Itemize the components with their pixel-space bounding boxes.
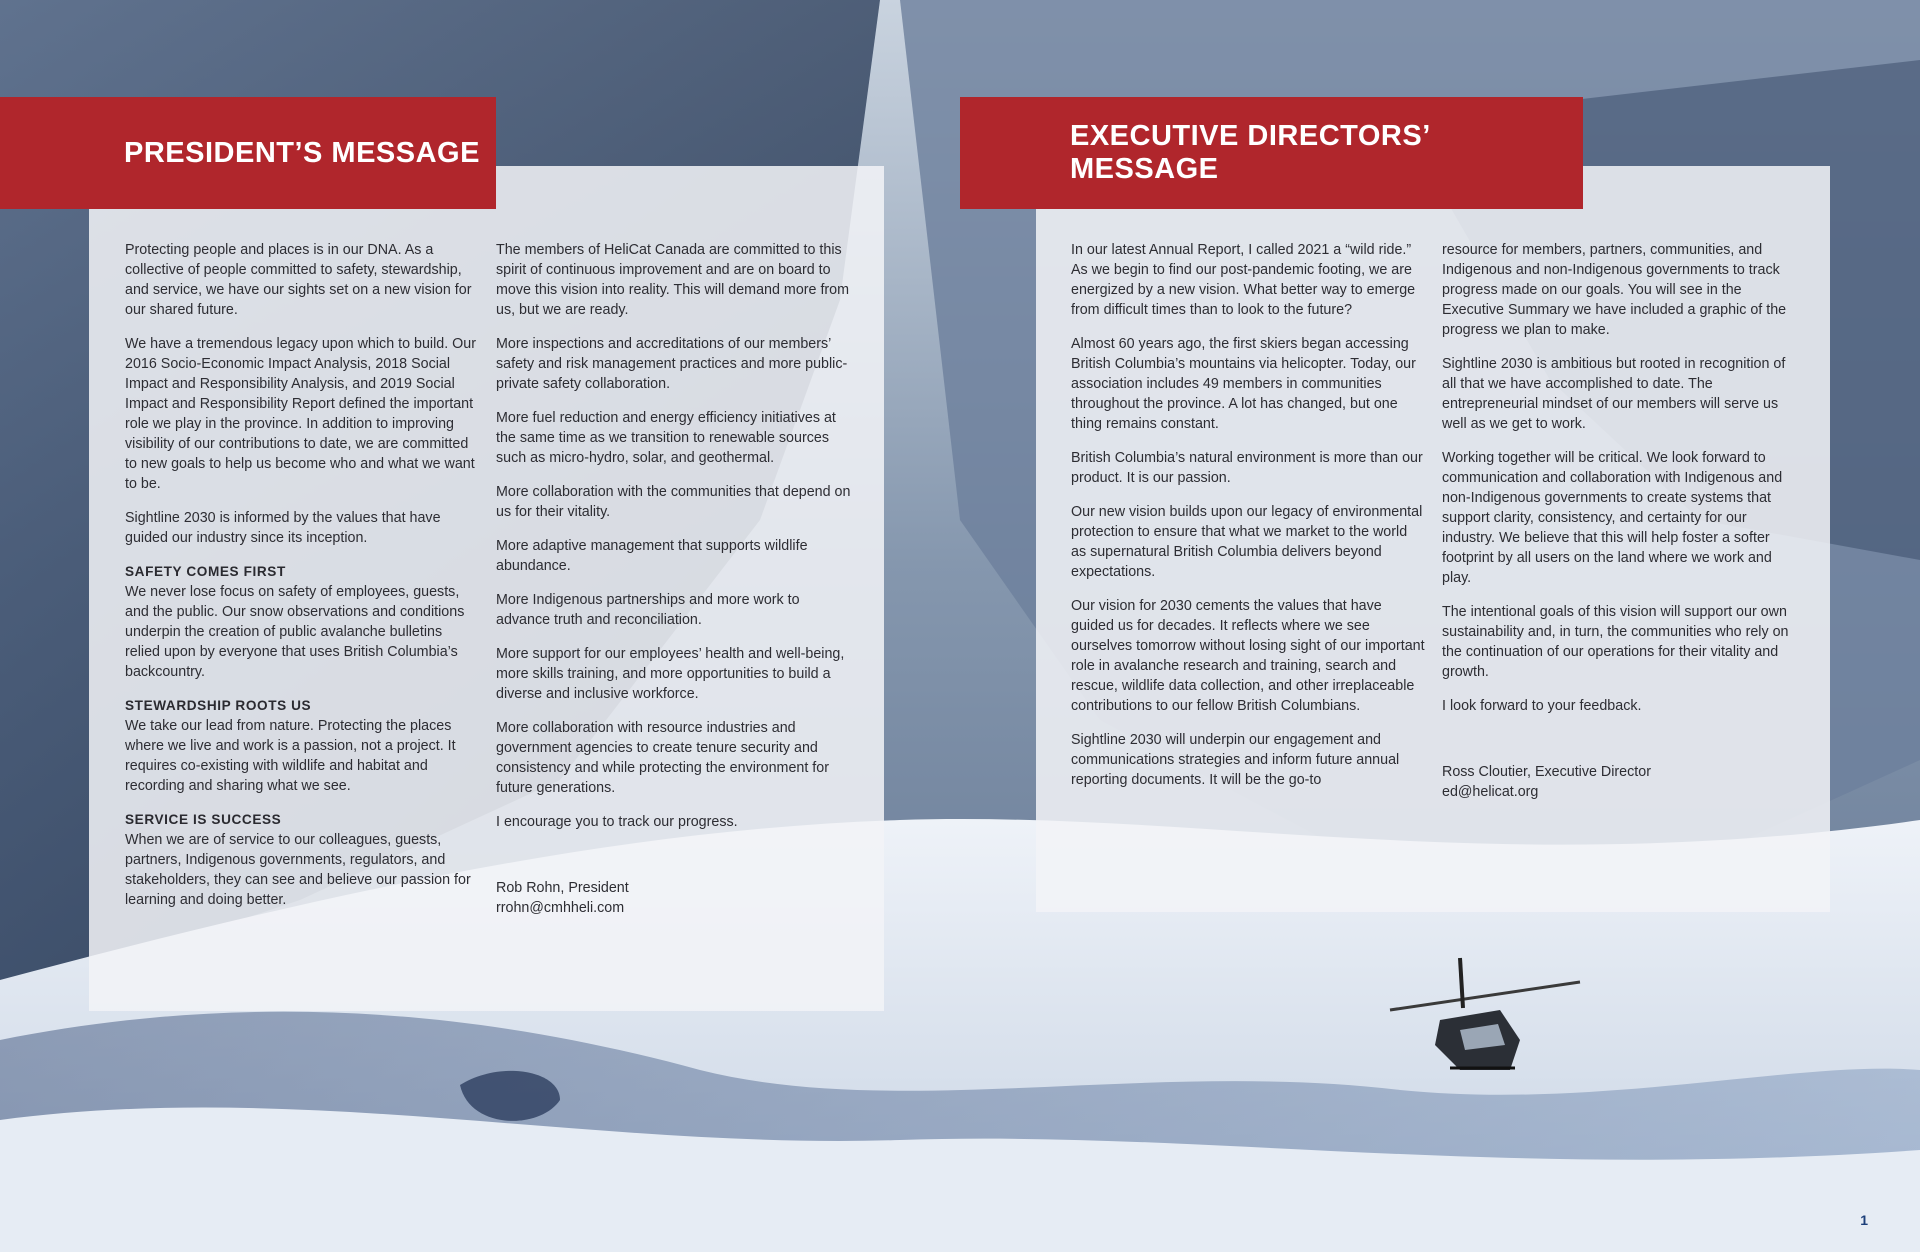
president-column-2: [496, 240, 851, 932]
body-paragraph: More fuel reduction and energy efficiency initiatives at the same time as we transition to renewable sources such as micro-hydro, solar, and geothermal.: [496, 410, 836, 466]
body-paragraph: Our new vision builds upon our legacy of environmental protection to ensure that what we market to the world as supernatural British Columbia delivers beyond expectations.: [1071, 504, 1423, 580]
body-paragraph: The members of HeliCat Canada are committed to this spirit of continuous improvement and are on board to move this vision into reality. This will demand more from us, but we are ready.: [496, 242, 850, 318]
page-number: 1: [1860, 1212, 1868, 1228]
body-paragraph: Sightline 2030 will underpin our engagement and communications strategies and inform future annual reporting documents. It will be the go-to: [1071, 732, 1400, 788]
body-paragraph: More collaboration with resource industries and government agencies to create tenure security and consistency and while protecting the environment for future generations.: [496, 720, 829, 796]
president-signature-block: [496, 878, 851, 918]
president-email-link[interactable]: rrohn@cmhheli.com: [496, 900, 625, 916]
body-paragraph: We have a tremendous legacy upon which to build. Our 2016 Socio-Economic Impact Analysis, 2018 Social Impact and Responsibility Analysis, and 2019 Social Impact and Responsibility Report defined the important role we play in the province. In addition to improving visibility of our contributions to date, we are committed to new goals to help us become who and what we want to be.: [125, 336, 477, 492]
body-paragraph: In our latest Annual Report, I called 2021 a “wild ride.” As we begin to find our post-pandemic footing, we are energized by a new vision. What better way to emerge from difficult times than to look to the future?: [1071, 242, 1416, 318]
body-paragraph: We take our lead from nature. Protecting the places where we live and work is a passion, not a project. It requires co-existing with wildlife and habitat and recording and sharing what we see.: [125, 718, 456, 794]
president-message-banner: [0, 97, 496, 209]
body-paragraph: Protecting people and places is in our DNA. As a collective of people committed to safety, stewardship, and service, we have our sights set on a new vision for our shared future.: [125, 242, 472, 318]
body-paragraph: British Columbia’s natural environment is more than our product. It is our passion.: [1071, 450, 1423, 486]
body-paragraph: Working together will be critical. We look forward to communication and collaboration with Indigenous and non-Indigenous governments to create systems that support clarity, consistency, and certainty for our industry. We believe that this will help foster a softer footprint by all users on the land where we work and play.: [1442, 450, 1783, 586]
body-paragraph: The intentional goals of this vision will support our own sustainability and, in turn, the communities who rely on the continuation of our operations for their vitality and growth.: [1442, 604, 1789, 680]
section-heading: STEWARDSHIP ROOTS US: [125, 698, 312, 713]
section-heading: SERVICE IS SUCCESS: [125, 812, 282, 827]
section-heading: SAFETY COMES FIRST: [125, 564, 286, 579]
body-paragraph: Almost 60 years ago, the first skiers began accessing British Columbia’s mountains via helicopter. Today, our association includes 49 members in communities throughout the province. A lot has changed, but one thing remains constant.: [1071, 336, 1416, 432]
executive-message-banner: [960, 97, 1583, 209]
president-signature-name: Rob Rohn, President: [496, 880, 629, 896]
executive-column-1: [1071, 240, 1426, 804]
body-paragraph: More support for our employees’ health and well-being, more skills training, and more opportunities to build a diverse and inclusive workforce.: [496, 646, 845, 702]
body-paragraph: I look forward to your feedback.: [1442, 698, 1642, 714]
body-paragraph: When we are of service to our colleagues, guests, partners, Indigenous governments, regulators, and stakeholders, they can see and believe our passion for learning and doing better.: [125, 832, 471, 908]
body-paragraph: We never lose focus on safety of employees, guests, and the public. Our snow observations and conditions underpin the creation of public avalanche bulletins relied upon by everyone that uses British Columbia’s backcountry.: [125, 584, 465, 680]
body-paragraph: Sightline 2030 is ambitious but rooted in recognition of all that we have accomplished to date. The entrepreneurial mindset of our members will serve us well as we get to work.: [1442, 356, 1786, 432]
body-paragraph: resource for members, partners, communities, and Indigenous and non-Indigenous governments to track progress made on our goals. You will see in the Executive Summary we have included a graphic of the progress we plan to make.: [1442, 242, 1787, 338]
president-column-1: [125, 240, 477, 924]
body-paragraph: More adaptive management that supports wildlife abundance.: [496, 538, 808, 574]
body-paragraph: More inspections and accreditations of our members’ safety and risk management practices and more public-private safety collaboration.: [496, 336, 848, 392]
body-paragraph: Sightline 2030 is informed by the values that have guided our industry since its inception.: [125, 510, 441, 546]
president-message-title: PRESIDENT’S MESSAGE: [124, 136, 480, 169]
body-paragraph: I encourage you to track our progress.: [496, 814, 738, 830]
executive-email-link[interactable]: ed@helicat.org: [1442, 784, 1539, 800]
body-paragraph: Our vision for 2030 cements the values that have guided us for decades. It reflects where we see ourselves tomorrow without losing sight of our important role in avalanche research and training, search and rescue, wildlife data collection, and other irreplaceable contributions to our fellow British Columbians.: [1071, 598, 1425, 714]
body-paragraph: More Indigenous partnerships and more work to advance truth and reconciliation.: [496, 592, 800, 628]
executive-signature-name: Ross Cloutier, Executive Director: [1442, 764, 1651, 780]
executive-signature-block: [1442, 762, 1799, 802]
executive-message-title: EXECUTIVE DIRECTORS’ MESSAGE: [1070, 120, 1430, 185]
executive-column-2: [1442, 240, 1799, 816]
body-paragraph: More collaboration with the communities that depend on us for their vitality.: [496, 484, 851, 520]
